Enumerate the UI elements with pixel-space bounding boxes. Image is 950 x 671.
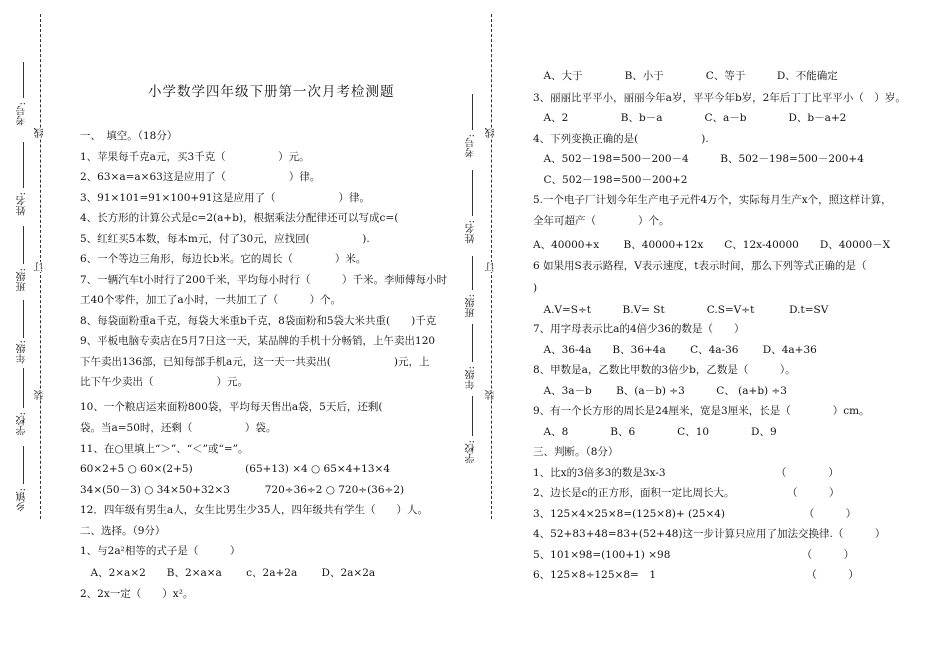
left-mark-line: 线 bbox=[35, 128, 46, 138]
left-label-town: 乡镇: bbox=[17, 488, 28, 512]
right-label-school: 学校: bbox=[466, 440, 477, 464]
right-blank-class bbox=[472, 256, 473, 290]
judgment-line: 2、边长是c的正方形，面积一定比周长大。 （ ） bbox=[533, 487, 840, 499]
section-2-heading: 二、选择。（9分） bbox=[80, 525, 166, 537]
right-label-exam-number: 考号: bbox=[466, 134, 477, 158]
judgment-line: 1、比x的3倍多3的数是3x-3 （ ） bbox=[533, 467, 839, 479]
question-line: 12．四年级有男生a人，女生比男生少35人，四年级共有学生（ ）人。 bbox=[80, 504, 428, 516]
question-line: 2、63×a=a×63这是应用了（ ）律。 bbox=[80, 171, 321, 183]
choice-options: A、2×a×2 B、2×a×a c、2a+2a D、2a×2a bbox=[80, 567, 376, 579]
question-line: 1、苹果每千克a元，买3千克（ ）元。 bbox=[80, 151, 310, 163]
left-mark-install: 装 bbox=[35, 390, 46, 400]
page-title: 小学数学四年级下册第一次月考检测题 bbox=[148, 84, 395, 100]
choice-options: A、40000+x B、40000+12x C、12x-40000 D、40000－X bbox=[533, 239, 891, 251]
judgment-line: 5、101×98=(100+1) ×98 （ ） bbox=[533, 549, 855, 561]
right-label-name: 姓名: bbox=[466, 220, 477, 244]
choice-options: C、502－198=500－200+2 bbox=[533, 174, 688, 186]
question-line: 全年可超产（ ）个。 bbox=[533, 215, 670, 227]
right-blank-school bbox=[472, 396, 473, 436]
left-label-grade: 年级: bbox=[17, 340, 28, 364]
choice-options: A、36-4a B、36+4a C、4a-36 D、4a+36 bbox=[533, 344, 817, 356]
question-line: 10、一个粮店运来面粉800袋，平均每天售出a袋，5天后，还剩( bbox=[80, 401, 383, 413]
comparison-row: 60×2+5 ○ 60×(2+5) (65+13) ×4 ○ 65×4+13×4 bbox=[80, 463, 391, 475]
question-line: 袋。当a=50时，还剩（ ）袋。 bbox=[80, 422, 277, 434]
right-blank-grade bbox=[472, 324, 473, 362]
right-label-class: 班级: bbox=[466, 294, 477, 318]
choice-options: A、502－198=500－200－4 B、502－198=500－200+4 bbox=[533, 153, 864, 165]
question-line: 6、一个等边三角形，每边长b米。它的周长（ ）米。 bbox=[80, 253, 367, 265]
question-line: 下午卖出136部，已知每部手机a元，这一天一共卖出( )元，上 bbox=[80, 356, 430, 368]
left-label-class: 班级: bbox=[17, 268, 28, 292]
question-line: 5.一个电子厂计划今年生产电子元件4万个，实际每月生产x个，照这样计算， bbox=[533, 194, 892, 206]
left-label-school: 学校: bbox=[17, 412, 28, 436]
question-line: 6 如果用S表示路程，V表示速度，t表示时间，那么下列等式正确的是（ bbox=[533, 260, 867, 272]
right-mark-bind: 订 bbox=[486, 262, 497, 272]
right-blank-name bbox=[472, 170, 473, 216]
question-line: 8、甲数是a，乙数比甲数的3倍少b，乙数是（ ）。 bbox=[533, 364, 796, 376]
question-line: 8、每袋面粉重a千克，每袋大米重b千克，8袋面粉和5袋大米共重( )千克 bbox=[80, 315, 437, 327]
judgment-line: 6、125×8÷125×8= 1 （ ） bbox=[533, 569, 859, 581]
question-line: 4、长方形的计算公式是c=2(a+b)，根据乘法分配律还可以写成c=( bbox=[80, 212, 399, 224]
question-line: 11、在○里填上“＞”、“＜”或“=”。 bbox=[80, 443, 249, 455]
question-line: 9、平板电脑专卖店在5月7日这一天，某品牌的手机十分畅销，上午卖出120 bbox=[80, 335, 436, 347]
right-column bbox=[500, 0, 945, 671]
left-label-name: 姓名: bbox=[17, 192, 28, 216]
question-line: 7、一辆汽车t小时行了200千米，平均每小时行（ ）千米。李师傅每小时 bbox=[80, 274, 447, 286]
choice-options: A、8 B、6 C、10 D、9 bbox=[533, 426, 777, 438]
question-line: 3、丽丽比平平小，丽丽今年a岁，平平今年b岁，2年后丁丁比平平小（ ）岁。 bbox=[533, 92, 906, 104]
right-mark-line: 线 bbox=[486, 128, 497, 138]
judgment-line: 4、52+83+48=83+(52+48)这一步计算只应用了加法交换律.（ ） bbox=[533, 528, 886, 540]
choice-options: A、大于 B、小于 C、等于 D、不能确定 bbox=[533, 70, 838, 82]
choice-options: A、2 B、b－a C、a－b D、b－a+2 bbox=[533, 112, 847, 124]
question-line: 5、红红买5本数，每本m元，付了30元，应找回( ). bbox=[80, 233, 370, 245]
right-blank-exam-number bbox=[472, 94, 473, 130]
section-1-heading: 一、 填空。（18分） bbox=[80, 130, 178, 142]
right-mark-install: 装 bbox=[486, 390, 497, 400]
comparison-row: 34×(50－3) ○ 34×50+32×3 720÷36÷2 ○ 720÷(36÷2) bbox=[80, 484, 405, 496]
left-mark-bind: 订 bbox=[35, 262, 46, 272]
question-line: 9、有一个长方形的周长是24厘米，宽是3厘米，长是（ ）cm。 bbox=[533, 405, 870, 417]
section-3-heading: 三、判断。（8分） bbox=[533, 446, 619, 458]
question-line: 4、下列变换正确的是( ). bbox=[533, 133, 709, 145]
judgment-line: 3、125×4×25×8=(125×8)+ (25×4) （ ） bbox=[533, 508, 857, 520]
choice-options: A.V=S÷t B.V= St C.S=V÷t D.t=SV bbox=[533, 304, 829, 316]
question-line: 1、与2a²相等的式子是（ ） bbox=[80, 545, 241, 557]
question-line: 7、用字母表示比a的4倍少36的数是（ ） bbox=[533, 323, 745, 335]
choice-options: A、3a－b B、(a－b) ÷3 C、 (a+b) ÷3 bbox=[533, 385, 787, 397]
right-label-grade: 年级: bbox=[466, 366, 477, 390]
question-line: 3、91×101=91×100+91这是应用了（ ）律。 bbox=[80, 192, 371, 204]
left-label-exam-number: 考号: bbox=[17, 102, 28, 126]
question-line: 工40个零件，加工了a小时，一共加工了（ ）个。 bbox=[80, 294, 342, 306]
question-line: 2、2x一定（ ）x²。 bbox=[80, 588, 194, 600]
left-column bbox=[0, 0, 470, 671]
question-line: ) bbox=[533, 282, 538, 294]
question-line: 比下午少卖出（ ）元。 bbox=[80, 376, 248, 388]
